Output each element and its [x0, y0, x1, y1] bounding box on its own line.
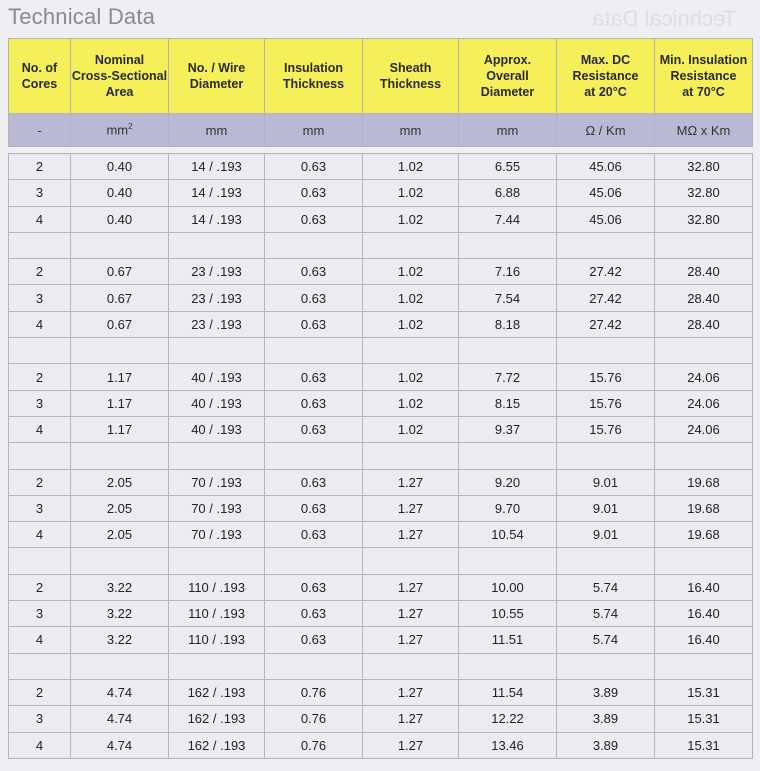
table-cell: 0.63: [265, 259, 363, 285]
table-cell: 23 / .193: [169, 259, 265, 285]
blank-cell: [557, 443, 655, 469]
blank-cell: [655, 548, 753, 574]
table-cell: 5.74: [557, 627, 655, 653]
table-cell: 2.05: [71, 522, 169, 548]
table-row: [9, 364, 753, 390]
table-cell: 9.01: [557, 469, 655, 495]
table-cell: 11.54: [459, 679, 557, 705]
table-cell: 1.27: [363, 627, 459, 653]
table-row: [9, 206, 753, 232]
unit-row: [9, 114, 753, 147]
column-header: [71, 39, 169, 114]
blank-cell: [265, 653, 363, 679]
table-cell: 3: [9, 285, 71, 311]
blank-cell: [265, 548, 363, 574]
table-cell: 10.54: [459, 522, 557, 548]
table-row: [9, 732, 753, 758]
blank-cell: [459, 548, 557, 574]
table-cell: 10.00: [459, 574, 557, 600]
table-row: [9, 285, 753, 311]
table-cell: 0.40: [71, 180, 169, 206]
column-header-line: Sheath: [389, 61, 432, 75]
column-header-line: Area: [105, 85, 134, 99]
table-cell: 0.63: [265, 522, 363, 548]
unit-superscript: 2: [128, 122, 133, 132]
table-cell: 1.27: [363, 706, 459, 732]
table-cell: 0.67: [71, 311, 169, 337]
table-body: [9, 154, 753, 759]
table-cell: 0.40: [71, 154, 169, 180]
table-cell: 9.20: [459, 469, 557, 495]
blank-cell: [265, 232, 363, 258]
table-cell: 45.06: [557, 154, 655, 180]
table-cell: 45.06: [557, 180, 655, 206]
table-cell: 15.76: [557, 364, 655, 390]
table-cell: 24.06: [655, 364, 753, 390]
table-cell: 19.68: [655, 495, 753, 521]
blank-cell: [71, 443, 169, 469]
header-row: [9, 39, 753, 114]
table-cell: 15.31: [655, 706, 753, 732]
table-cell: 70 / .193: [169, 522, 265, 548]
table-cell: 1.27: [363, 679, 459, 705]
blank-row: [9, 232, 753, 258]
table-row: [9, 601, 753, 627]
table-cell: 1.27: [363, 522, 459, 548]
column-header-line: Overall: [486, 69, 529, 83]
table-cell: 1.27: [363, 469, 459, 495]
table-row: [9, 469, 753, 495]
column-header: [9, 39, 71, 114]
table-cell: 3: [9, 706, 71, 732]
table-cell: 19.68: [655, 469, 753, 495]
technical-data-table: [8, 38, 753, 759]
column-header-line: Cross-Sectional: [71, 69, 168, 83]
column-header: [459, 39, 557, 114]
table-cell: 2: [9, 469, 71, 495]
table-cell: 2: [9, 574, 71, 600]
table-cell: 16.40: [655, 627, 753, 653]
table-cell: 5.74: [557, 574, 655, 600]
table-cell: 16.40: [655, 601, 753, 627]
table-cell: 6.88: [459, 180, 557, 206]
page-title: Technical Data: [8, 4, 156, 29]
blank-cell: [169, 548, 265, 574]
blank-cell: [169, 232, 265, 258]
table-cell: 2: [9, 679, 71, 705]
table-cell: 9.37: [459, 416, 557, 442]
blank-cell: [459, 338, 557, 364]
table-cell: 1.17: [71, 416, 169, 442]
table-cell: 28.40: [655, 285, 753, 311]
table-cell: 0.63: [265, 206, 363, 232]
column-header-line: Nominal: [94, 53, 145, 67]
table-cell: 2.05: [71, 495, 169, 521]
table-cell: 9.01: [557, 522, 655, 548]
table-cell: 4.74: [71, 706, 169, 732]
column-header-line: at 20°C: [584, 85, 627, 99]
blank-row: [9, 548, 753, 574]
table-cell: 110 / .193: [169, 574, 265, 600]
table-cell: 110 / .193: [169, 601, 265, 627]
blank-cell: [9, 232, 71, 258]
unit-label: -: [37, 122, 42, 138]
table-cell: 14 / .193: [169, 206, 265, 232]
table-row: [9, 259, 753, 285]
table-cell: 0.76: [265, 732, 363, 758]
blank-cell: [265, 338, 363, 364]
table-cell: 1.27: [363, 601, 459, 627]
blank-cell: [655, 232, 753, 258]
column-header-line: Resistance: [572, 69, 639, 83]
blank-cell: [9, 443, 71, 469]
table-cell: 1.02: [363, 390, 459, 416]
table-cell: 0.63: [265, 285, 363, 311]
table-cell: 24.06: [655, 416, 753, 442]
table-cell: 3.89: [557, 732, 655, 758]
unit-cell: [363, 114, 459, 147]
table-cell: 23 / .193: [169, 311, 265, 337]
table-cell: 0.63: [265, 574, 363, 600]
table-cell: 28.40: [655, 259, 753, 285]
table-cell: 10.55: [459, 601, 557, 627]
blank-row: [9, 338, 753, 364]
table-cell: 3: [9, 495, 71, 521]
unit-label: mm: [496, 122, 519, 138]
table-row: [9, 627, 753, 653]
table-cell: 4: [9, 416, 71, 442]
table-cell: 11.51: [459, 627, 557, 653]
table-cell: 162 / .193: [169, 706, 265, 732]
column-header-line: Resistance: [670, 69, 737, 83]
table-cell: 0.63: [265, 390, 363, 416]
table-cell: 1.02: [363, 180, 459, 206]
table-cell: 15.76: [557, 416, 655, 442]
table-cell: 4.74: [71, 732, 169, 758]
show-through-title: Technical Data: [592, 6, 737, 31]
spacer-row: [9, 147, 753, 154]
table-cell: 3.89: [557, 706, 655, 732]
table-cell: 3.22: [71, 574, 169, 600]
unit-label: mm: [205, 122, 228, 138]
column-header-line: Approx.: [483, 53, 532, 67]
table-cell: 7.16: [459, 259, 557, 285]
table-row: [9, 522, 753, 548]
blank-cell: [459, 443, 557, 469]
table-cell: 0.63: [265, 180, 363, 206]
column-header-line: Thickness: [379, 77, 442, 91]
unit-label: mm: [399, 122, 422, 138]
table-row: [9, 495, 753, 521]
table-cell: 3: [9, 390, 71, 416]
unit-label: mm: [106, 122, 129, 138]
table-cell: 27.42: [557, 311, 655, 337]
unit-cell: [71, 114, 169, 147]
table-cell: 3.89: [557, 679, 655, 705]
table-cell: 0.63: [265, 469, 363, 495]
column-header: [655, 39, 753, 114]
blank-cell: [557, 548, 655, 574]
column-header-line: at 70°C: [682, 85, 725, 99]
blank-cell: [655, 338, 753, 364]
table-cell: 4: [9, 311, 71, 337]
table-cell: 2.05: [71, 469, 169, 495]
unit-cell: [265, 114, 363, 147]
table-cell: 9.01: [557, 495, 655, 521]
table-cell: 0.63: [265, 154, 363, 180]
table-cell: 3: [9, 601, 71, 627]
table-row: [9, 154, 753, 180]
table-cell: 23 / .193: [169, 285, 265, 311]
table-cell: 7.44: [459, 206, 557, 232]
table-cell: 1.17: [71, 364, 169, 390]
table-cell: 15.31: [655, 732, 753, 758]
table-cell: 15.76: [557, 390, 655, 416]
blank-cell: [363, 548, 459, 574]
column-header-line: Diameter: [189, 77, 244, 91]
blank-row: [9, 443, 753, 469]
table-row: [9, 180, 753, 206]
table-cell: 1.02: [363, 154, 459, 180]
table-cell: 110 / .193: [169, 627, 265, 653]
table-cell: 70 / .193: [169, 469, 265, 495]
column-header-line: Insulation: [283, 61, 344, 75]
table-cell: 32.80: [655, 180, 753, 206]
table-cell: 32.80: [655, 154, 753, 180]
blank-cell: [363, 232, 459, 258]
blank-cell: [557, 338, 655, 364]
column-header: [265, 39, 363, 114]
blank-cell: [655, 443, 753, 469]
table-cell: 0.76: [265, 679, 363, 705]
table-cell: 0.67: [71, 285, 169, 311]
table-cell: 15.31: [655, 679, 753, 705]
table-row: [9, 311, 753, 337]
table-cell: 4: [9, 206, 71, 232]
table-cell: 7.72: [459, 364, 557, 390]
table-cell: 1.17: [71, 390, 169, 416]
table-cell: 162 / .193: [169, 732, 265, 758]
table-cell: 7.54: [459, 285, 557, 311]
table-cell: 1.27: [363, 574, 459, 600]
table-cell: 8.15: [459, 390, 557, 416]
column-header: [557, 39, 655, 114]
table-cell: 0.63: [265, 364, 363, 390]
table-cell: 8.18: [459, 311, 557, 337]
blank-cell: [557, 232, 655, 258]
table-cell: 1.27: [363, 732, 459, 758]
unit-label: Ω / Km: [585, 122, 626, 138]
table-cell: 14 / .193: [169, 154, 265, 180]
table-cell: 0.63: [265, 311, 363, 337]
table-row: [9, 574, 753, 600]
table-cell: 3.22: [71, 627, 169, 653]
table-cell: 1.02: [363, 416, 459, 442]
table-cell: 2: [9, 154, 71, 180]
blank-cell: [71, 338, 169, 364]
table-cell: 4: [9, 732, 71, 758]
table-cell: 0.63: [265, 416, 363, 442]
table-cell: 1.02: [363, 259, 459, 285]
table-row: [9, 390, 753, 416]
column-header-line: Diameter: [480, 85, 535, 99]
table-cell: 24.06: [655, 390, 753, 416]
column-header-line: Min. Insulation: [659, 53, 748, 67]
table-cell: 16.40: [655, 574, 753, 600]
table-row: [9, 416, 753, 442]
unit-label: MΩ x Km: [676, 122, 731, 138]
table-cell: 6.55: [459, 154, 557, 180]
blank-cell: [169, 443, 265, 469]
blank-cell: [71, 232, 169, 258]
blank-cell: [9, 653, 71, 679]
table-cell: 19.68: [655, 522, 753, 548]
table-cell: 1.02: [363, 285, 459, 311]
column-header-line: No. / Wire: [187, 61, 246, 75]
unit-cell: [169, 114, 265, 147]
blank-cell: [363, 443, 459, 469]
table-cell: 0.63: [265, 601, 363, 627]
unit-cell: [557, 114, 655, 147]
unit-label: mm: [302, 122, 325, 138]
table-cell: 2: [9, 364, 71, 390]
table-cell: 162 / .193: [169, 679, 265, 705]
table-cell: 2: [9, 259, 71, 285]
table-cell: 3.22: [71, 601, 169, 627]
table-cell: 1.02: [363, 311, 459, 337]
table-cell: 27.42: [557, 285, 655, 311]
table-cell: 4: [9, 627, 71, 653]
blank-cell: [459, 653, 557, 679]
table-cell: 12.22: [459, 706, 557, 732]
table-cell: 27.42: [557, 259, 655, 285]
unit-cell: [655, 114, 753, 147]
blank-cell: [71, 548, 169, 574]
blank-row: [9, 653, 753, 679]
table-row: [9, 706, 753, 732]
table-cell: 0.63: [265, 627, 363, 653]
table-cell: 9.70: [459, 495, 557, 521]
table-cell: 28.40: [655, 311, 753, 337]
table-cell: 32.80: [655, 206, 753, 232]
table-cell: 70 / .193: [169, 495, 265, 521]
unit-cell: [9, 114, 71, 147]
spacer-cell: [9, 147, 753, 154]
blank-cell: [363, 653, 459, 679]
table-cell: 45.06: [557, 206, 655, 232]
blank-cell: [459, 232, 557, 258]
blank-cell: [9, 338, 71, 364]
column-header-line: No. of: [21, 61, 58, 75]
blank-cell: [363, 338, 459, 364]
table-cell: 1.02: [363, 206, 459, 232]
blank-cell: [265, 443, 363, 469]
table-cell: 0.40: [71, 206, 169, 232]
column-header-line: Cores: [21, 77, 58, 91]
blank-cell: [169, 338, 265, 364]
table-row: [9, 679, 753, 705]
table-cell: 40 / .193: [169, 390, 265, 416]
table-cell: 0.67: [71, 259, 169, 285]
blank-cell: [169, 653, 265, 679]
column-header-line: Max. DC: [580, 53, 631, 67]
table-cell: 5.74: [557, 601, 655, 627]
table-cell: 0.63: [265, 495, 363, 521]
blank-cell: [557, 653, 655, 679]
table-cell: 1.02: [363, 364, 459, 390]
table-cell: 13.46: [459, 732, 557, 758]
column-header: [169, 39, 265, 114]
blank-cell: [9, 548, 71, 574]
column-header: [363, 39, 459, 114]
blank-cell: [71, 653, 169, 679]
table-cell: 14 / .193: [169, 180, 265, 206]
table-cell: 3: [9, 180, 71, 206]
table-cell: 1.27: [363, 495, 459, 521]
table-cell: 4: [9, 522, 71, 548]
unit-cell: [459, 114, 557, 147]
column-header-line: Thickness: [282, 77, 345, 91]
table-cell: 4.74: [71, 679, 169, 705]
table-cell: 40 / .193: [169, 416, 265, 442]
table-cell: 0.76: [265, 706, 363, 732]
table-cell: 40 / .193: [169, 364, 265, 390]
blank-cell: [655, 653, 753, 679]
